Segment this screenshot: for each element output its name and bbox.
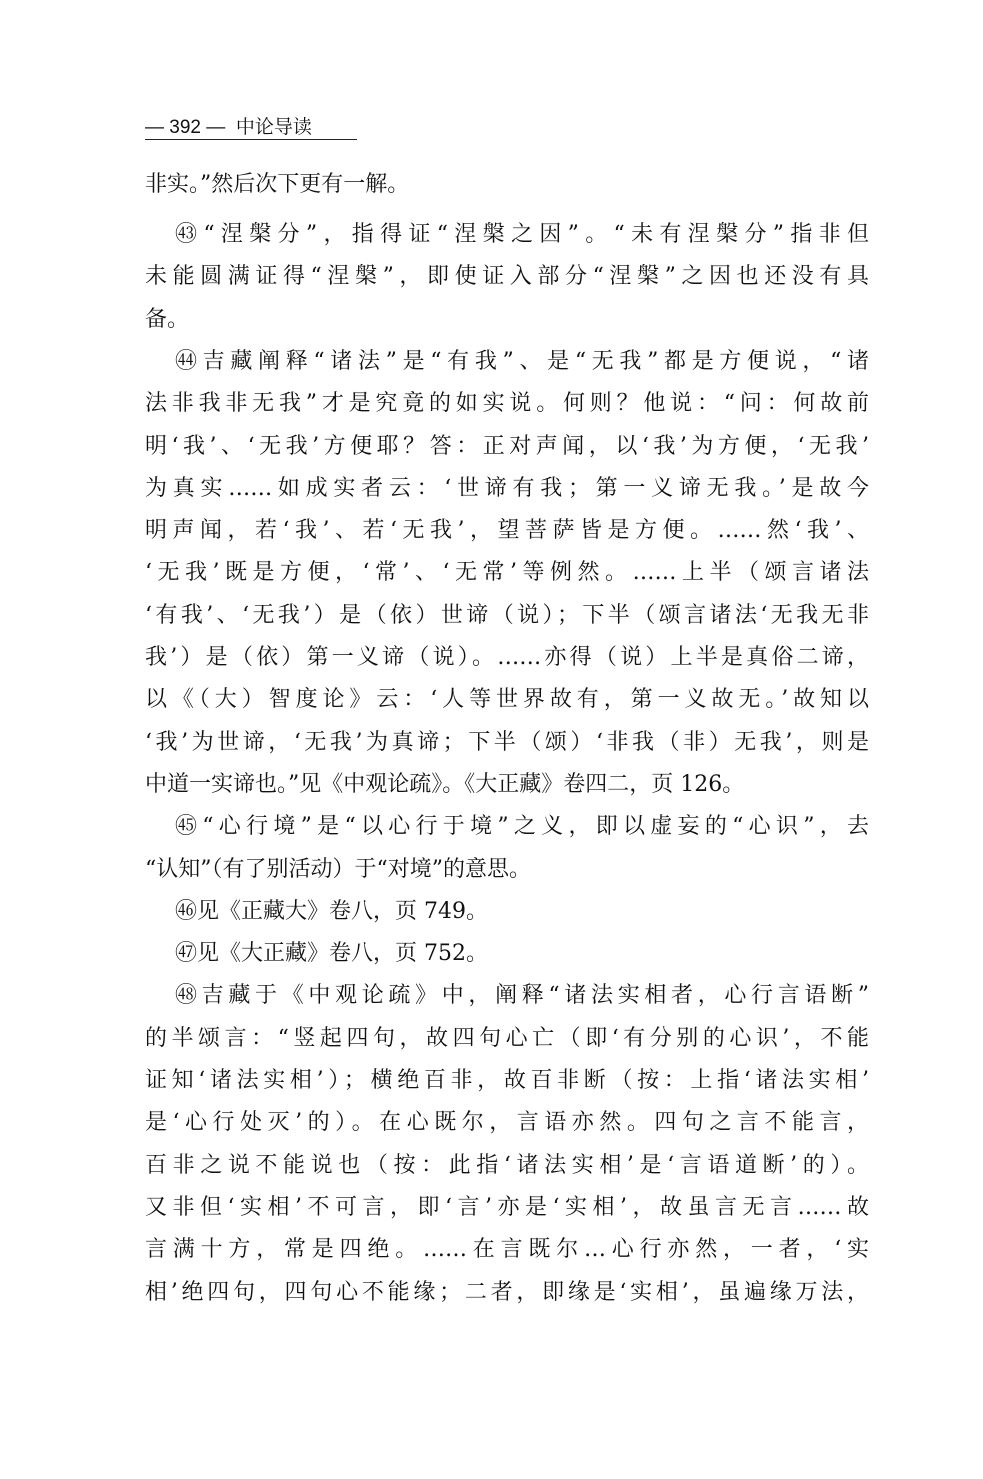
text-line: 非实。”然后次下更有一解。 [145,172,410,197]
text-line: 相’绝四句，四句心不能缘；二者，即缘是‘实相’，虽遍缘万法， [145,1279,869,1305]
text-line: ㊹吉藏阐释“诸法”是“有我”、是“无我”都是方便说，“诸 [175,348,869,374]
text-line: ㊺“心行境”是“以心行于境”之义，即以虚妄的“心识”，去 [175,814,869,840]
text-line: ‘有我’、‘无我’）是（依）世谛（说）；下半（颂言诸法‘无我无非 [145,602,869,628]
text-line: ㊽吉藏于《中观论疏》中，阐释“诸法实相者，心行言语断” [175,983,869,1009]
text-line: 言满十方，常是四绝。……在言既尔…心行亦然，一者，‘实 [145,1237,869,1263]
text-line: 又非但‘实相’不可言，即‘言’亦是‘实相’，故虽言无言……故 [145,1194,869,1220]
text-line: ㊸“涅槃分”，指得证“涅槃之因”。“未有涅槃分”指非但 [175,222,869,247]
book-title: 中论导读 [235,117,312,138]
text-line: 我’）是（依）第一义谛（说）。……亦得（说）上半是真俗二谛， [145,645,869,670]
text-line: 的半颂言：“竖起四句，故四句心亡（即‘有分别的心识’，不能 [145,1025,869,1051]
text-line: ㊼见《大正藏》卷八，页 752。 [175,941,488,967]
text-line: 以《（大）智度论》云：‘人等世界故有，第一义故无。’故知以 [145,687,869,713]
text-line: ㊻见《正藏大》卷八，页 749。 [175,898,488,924]
text-line: 百非之说不能说也（按：此指‘诸法实相’是‘言语道断’的）。 [145,1152,869,1178]
text-line: 中道一实谛也。”见《中观论疏》。《大正藏》卷四二，页 126。 [145,771,745,797]
text-line: 明‘我’、‘无我’方便耶？答：正对声闻，以‘我’为方便，‘无我’ [145,433,869,459]
text-line: 备。 [145,306,190,332]
text-line: ‘我’为世谛，‘无我’为真谛；下半（颂）‘非我（非）无我’，则是 [145,729,869,755]
text-line: 明声闻，若‘我’、若‘无我’，望菩萨皆是方便。……然‘我’、 [145,518,869,544]
text-line: “认知”（有了别活动）于“对境”的意思。 [145,856,531,882]
header-rule [145,139,357,140]
text-line: 为真实……如成实者云：‘世谛有我；第一义谛无我。’是故今 [145,475,869,501]
text-line: 未能圆满证得“涅槃”，即使证入部分“涅槃”之因也还没有具 [145,264,869,290]
text-line: 证知‘诸法实相’）；横绝百非，故百非断（按：上指‘诸法实相’ [145,1068,869,1093]
page-number: — 392 — [145,117,226,138]
text-line: ‘无我’既是方便，‘常’、‘无常’等例然。……上半（颂言诸法 [145,560,869,586]
text-line: 是‘心行处灭’的）。在心既尔，言语亦然。四句之言不能言， [145,1110,869,1136]
running-header [145,112,312,139]
text-line: 法非我非无我”才是究竟的如实说。何则？他说：“问：何故前 [145,391,869,417]
